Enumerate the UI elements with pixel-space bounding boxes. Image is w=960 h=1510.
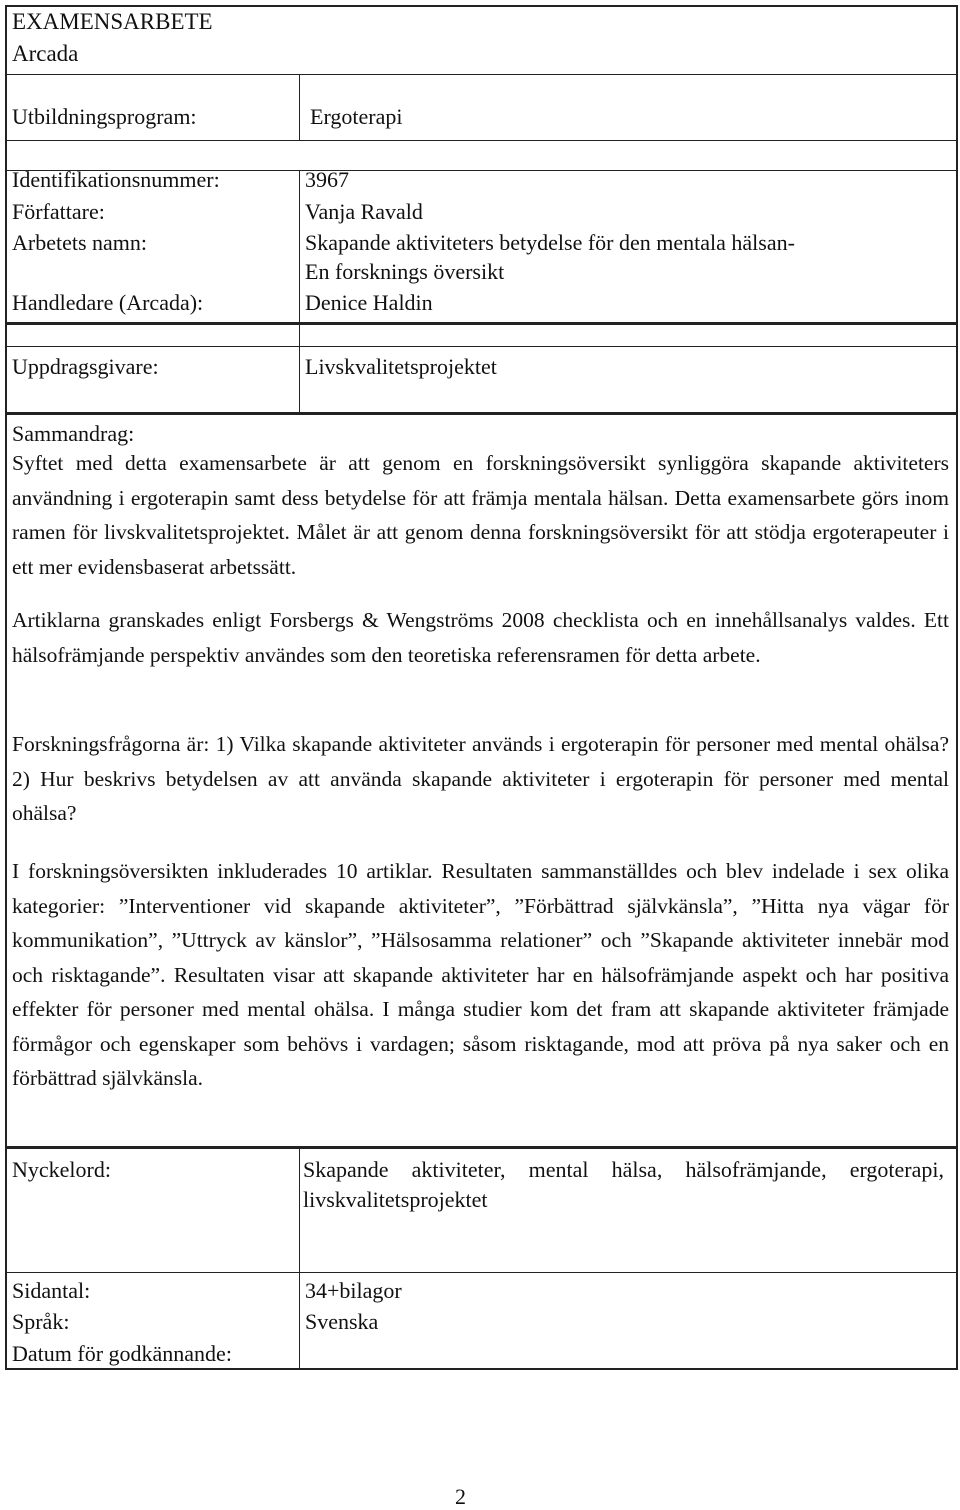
program-value: Ergoterapi <box>310 104 403 129</box>
column-divider <box>299 75 300 140</box>
document-type: EXAMENSARBETE <box>12 9 213 34</box>
approval-date-label: Datum för godkännande: <box>12 1341 232 1366</box>
commissioner-value: Livskvalitetsprojektet <box>305 354 497 379</box>
program-label: Utbildningsprogram: <box>12 104 197 129</box>
page-number: 2 <box>455 1484 466 1509</box>
author-value: Vanja Ravald <box>305 199 423 224</box>
column-divider <box>299 1147 300 1272</box>
pages-value: 34+bilagor <box>305 1278 402 1303</box>
work-title-label: Arbetets namn: <box>12 230 148 255</box>
summary-paragraph-2: Artiklarna granskades enligt Forsbergs & Wengströms 2008 checklista och en innehållsanalys valdes. Ett hälsofrämjande perspektiv användes som den teoretiska referensramen för detta arbete. <box>12 608 949 667</box>
commissioner-label: Uppdragsgivare: <box>12 354 159 379</box>
keywords-label: Nyckelord: <box>12 1157 111 1182</box>
column-divider <box>299 171 300 412</box>
id-label: Identifikationsnummer: <box>12 167 220 192</box>
row-divider <box>7 346 956 347</box>
keywords-value: Skapande aktiviteter, mental hälsa, hälsofrämjande, ergoterapi, livskvalitetsprojektet <box>303 1157 944 1212</box>
row-divider <box>7 74 956 75</box>
summary-paragraph-3: Forskningsfrågorna är: 1) Vilka skapande aktiviteter används i ergoterapin för personer med mental ohälsa? 2) Hur beskrivs betydelsen av att använda skapande aktiviteter i ergoterapin för personer med mental ohälsa? <box>12 732 949 825</box>
row-divider <box>7 322 956 325</box>
summary-paragraph-1: Syftet med detta examensarbete är att genom en forskningsöversikt synliggöra skapande aktiviteters användning i ergoterapin samt dess betydelse för att främja mentala hälsan. Detta examensarbete görs inom ramen för livskvalitetsprojektet. Målet är att genom denna forskningsöversikt för att stödja ergoterapeuter i ett mer evidensbaserat arbetssätt. <box>12 451 949 579</box>
row-divider <box>7 1272 956 1273</box>
work-title-line2: En forsknings översikt <box>305 259 505 284</box>
summary-paragraph-4: I forskningsöversikten inkluderades 10 artiklar. Resultaten sammanställdes och blev indelade i sex olika kategorier: ”Interventioner vid skapande aktiviteter”, ”Förbättrad självkänsla”, ”Hitta nya vägar för kommunikation”, ”Uttryck av känslor”, ”Hälsosamma relationer” och ”Skapande aktiviteter innebär mod och risktagande”. Resultaten visar att skapande aktiviteter har en hälsofrämjande aspekt och har positiva effekter för personer med mental ohälsa. I många studier kom det fram att skapande aktiviteter främjade förmågor och egenskaper som behövs i vardagen; såsom risktagande, mod att pröva på nya saker och en förbättrad självkänsla. <box>12 859 949 1090</box>
row-divider <box>7 412 956 415</box>
column-divider <box>299 1273 300 1370</box>
language-value: Svenska <box>305 1309 379 1334</box>
language-label: Språk: <box>12 1309 70 1334</box>
work-title-line1: Skapande aktiviteters betydelse för den mentala hälsan- <box>305 230 795 255</box>
row-divider <box>7 140 956 141</box>
summary-heading: Sammandrag: <box>12 421 135 446</box>
pages-label: Sidantal: <box>12 1278 91 1303</box>
author-label: Författare: <box>12 199 105 224</box>
supervisor-label: Handledare (Arcada): <box>12 290 204 315</box>
id-value: 3967 <box>305 167 349 192</box>
row-divider <box>7 1146 956 1149</box>
supervisor-value: Denice Haldin <box>305 290 433 315</box>
school-name: Arcada <box>12 41 79 66</box>
